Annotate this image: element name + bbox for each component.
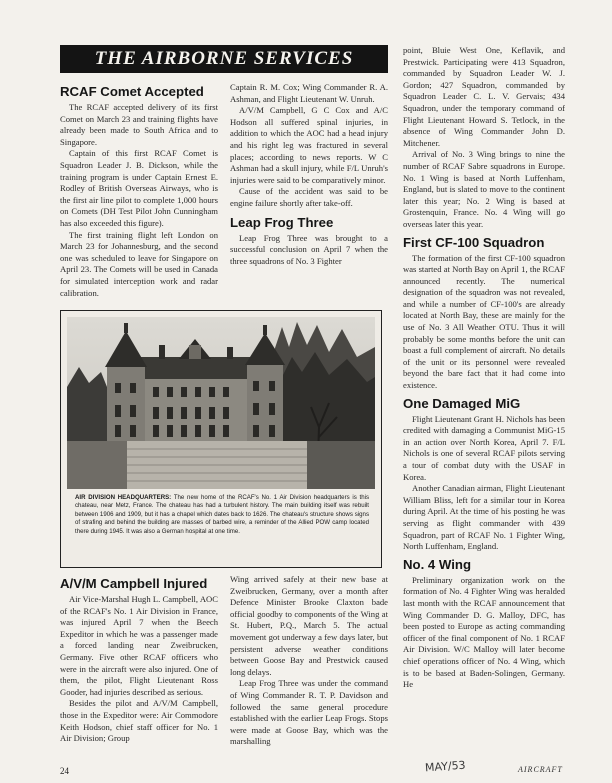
- leapfrog-continued: Leap Frog Three was under the command of Wing Commander R. T. P. Davidson and followed the same general procedure established with the earlier Leap Frogs. Stops were made at Goose Bay, which was the marshalling: [230, 678, 388, 747]
- column-3: [403, 45, 565, 691]
- campbell-paragraph: Air Vice-Marshal Hugh L. Campbell, AOC of the RCAF's No. 1 Air Division in France, was injured April 7 when the Beech Expeditor in which he was a passenger made a forced landing near Zweibrucken, Germany. Five other RCAF officers who were in the aircraft were also injured. One of them, the pilot, Flight Lieutenant Ross Gooder, had injuries described as serious.: [60, 594, 218, 697]
- cf100-heading: First CF-100 Squadron: [403, 234, 545, 250]
- leapfrog-continued: Wing arrived safely at their new base at Zweibrucken, Germany, over a month after Defence Minister Brooke Claxton bade official goodby to components of the Wing at St. Hubert, P.Q., March 5. The actual movement got underway a few days later, but persistent adverse weather conditions between Goose Bay and Prestwick caused long delays.: [230, 574, 388, 677]
- page-number: 24: [60, 766, 69, 776]
- no4wing-paragraph: Preliminary organization work on the formation of No. 4 Fighter Wing was heralded last month with the RCAF announcement that Wing Commander D. G. Malloy, DFC, has been posted to Europe as acting commanding officer of the final component of No. 1 RCAF Air Division. W/C Malloy will later become chief operations officer of No. 4 Wing, which is to be based at Baden-Solingen, Germany. He: [403, 574, 565, 690]
- leapfrog-paragraph: Leap Frog Three was brought to a successful conclusion on April 7 when the three squadrons of No. 3 Fighter: [230, 232, 388, 266]
- cf100-paragraph: The formation of the first CF-100 squadron was started at North Bay on April 1, the RCAF announced recently. The numerical designation of the squadron was not revealed, and while a number of CF-100's are already located at North Bay, these are mainly for the use of No. 3 All Weather OTU. Thus it will probably be some months before the unit can boast a full complement of aircraft. No details of the unit or its personnel were revealed beyond the bare fact that it had come into existence.: [403, 252, 565, 391]
- caption-body: The new home of the RCAF's No. 1 Air Division headquarters is this chateau, near Metz, France. The chateau has had a turbulent history. The main building itself was rebuilt between 1906 and 1909, but it has a chapel which dates back to 1626. The chateau's structure shows signs of strafing and behind the building are masses of barbed wire, a reminder of the Allied POW camp located there during 1945. It was also a German hospital at one time.: [75, 494, 369, 535]
- section-banner: [60, 45, 388, 73]
- campbell-continued: Cause of the accident was said to be engine failure shortly after take-off.: [230, 186, 388, 208]
- column-1-top: [60, 82, 218, 299]
- mig-heading: One Damaged MiG: [403, 395, 521, 411]
- comet-paragraph: Captain of this first RCAF Comet is Squadron Leader J. B. Dickson, while the training program is under Captain Ernest E. Rodley of British Overseas Airways, who is the first air line pilot to complete 1,000 hours on Comets (DH Test Pilot John Cunningham has also exceeded this figure).: [60, 148, 218, 228]
- comet-paragraph: The RCAF accepted delivery of its first Comet on March 23 and training flights have already been made to South Africa and to Singapore.: [60, 102, 218, 147]
- photo-caption: [75, 494, 369, 536]
- caption-head: AIR DIVISION HEADQUARTERS:: [75, 494, 172, 501]
- column-2-top: [230, 82, 388, 267]
- running-footer: AIRCRAFT: [518, 765, 563, 774]
- handwritten-date: MAY/53: [424, 758, 466, 775]
- leapfrog-heading: Leap Frog Three: [230, 214, 334, 230]
- comet-paragraph: The first training flight left London on March 23 for Johannesburg, and the second one was scheduled to leave for Singapore on April 23. The Comets will be used in Canada for simulated interception work and radar calibration.: [60, 229, 218, 298]
- mig-paragraph: Another Canadian airman, Flight Lieutenant William Bliss, left for a similar tour in Korea during April. At the time of his posting he was serving as flight commander with 439 Squadron, part of RCAF No. 1 Fighter Wing, North Luffenham, England.: [403, 483, 565, 552]
- comet-heading: RCAF Comet Accepted: [60, 84, 204, 99]
- chateau-photo: [67, 317, 375, 489]
- photo-panel: [60, 310, 382, 568]
- column-1-bottom: [60, 574, 218, 745]
- mig-paragraph: Flight Lieutenant Grant H. Nichols has been credited with damaging a Communist MiG-15 in an action over North Korea, April 7. F/L Nichols is one of several RCAF pilots serving a tour of combat duty with the USAF in Korea.: [403, 413, 565, 482]
- leapfrog-continued: point, Bluie West One, Keflavik, and Prestwick. Participating were 413 Squadron, commanded by Squadron Leader W. J. Gordon; 427 Squadron, commanded by Squadron Leader C. L. V. Gervais; 434 Squadron, under the temporary command of Flight Lieutenant Howard S. Tetlock, in the absence of Wing Commander John D. Mitchener.: [403, 45, 565, 148]
- campbell-heading: A/V/M Campbell Injured: [60, 576, 208, 591]
- chateau-illustration: [67, 317, 375, 489]
- campbell-continued: A/V/M Campbell, G C Cox and A/C Hodson all suffered spinal injuries, in addition to which the AOC had a head injury and his right leg was fractured in several places; according to news reports. W C Ashman had a skull injury, while F/L Unruh's injuries were said to be comparatively minor.: [230, 105, 388, 185]
- banner-title: THE AIRBORNE SERVICES: [94, 48, 354, 69]
- campbell-continued: Captain R. M. Cox; Wing Commander R. A. Ashman, and Flight Lieutenant W. Unruh.: [230, 82, 388, 104]
- campbell-paragraph: Besides the pilot and A/V/M Campbell, those in the Expeditor were: Air Commodore Keith Hodson, chief staff officer for No. 1 Air Division; Group: [60, 698, 218, 744]
- leapfrog-continued: Arrival of No. 3 Wing brings to nine the number of RCAF Sabre squadrons in Europe. No. 1 Wing is based at North Luffenham, England, but is slated to move to the continent later this year; No. 2 Wing is based at Grostenquin, France. No. 4 Wing will go overseas later this year.: [403, 149, 565, 229]
- column-2-bottom: [230, 574, 388, 748]
- no4wing-heading: No. 4 Wing: [403, 556, 472, 572]
